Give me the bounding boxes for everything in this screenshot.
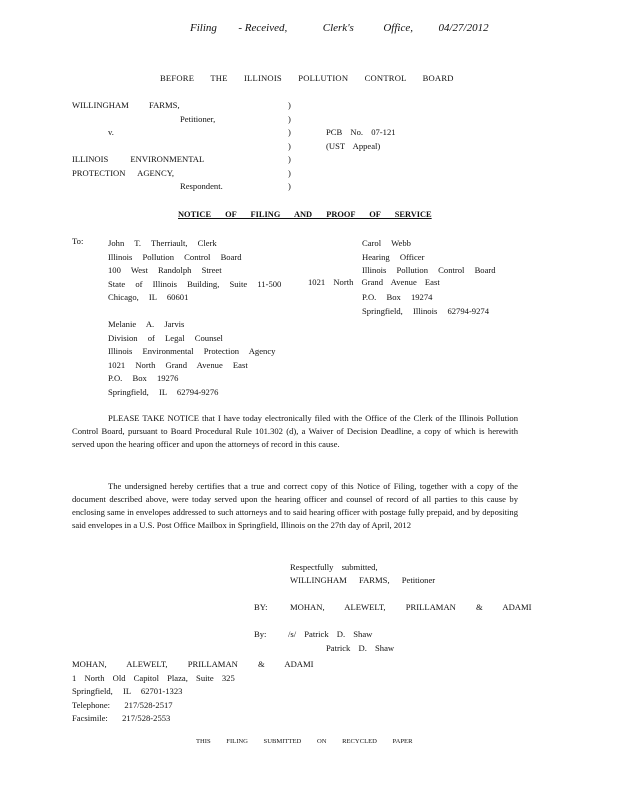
header-clerks: Clerk's xyxy=(322,22,354,34)
notice-paragraph xyxy=(72,412,518,451)
bracket: ) xyxy=(288,181,291,191)
header-filing: Filing xyxy=(190,22,217,34)
clerk-line: Chicago, IL 60601 xyxy=(108,292,189,303)
versus: v. xyxy=(108,127,114,137)
certification-paragraph xyxy=(72,480,518,532)
firm-facsimile xyxy=(72,712,313,726)
hearing-officer-line: Carol Webb xyxy=(362,238,411,248)
firm-block xyxy=(72,658,313,726)
hearing-officer-line: Illinois Pollution Control Board xyxy=(362,265,496,276)
bracket: ) xyxy=(288,100,291,110)
header-date: 04/27/2012 xyxy=(438,22,489,34)
appeal-type: (UST Appeal) xyxy=(326,141,381,151)
notice-title: NOTICE OF FILING AND PROOF OF SERVICE xyxy=(178,210,432,219)
respondent-name-1: ILLINOIS ENVIRONMENTAL xyxy=(72,154,205,164)
clerk-line: 100 West Randolph Street xyxy=(108,265,222,276)
respectfully-submitted: Respectfully submitted, xyxy=(290,562,378,572)
bracket: ) xyxy=(288,114,291,124)
board-title: BEFORE THE ILLINOIS POLLUTION CONTROL BOARD xyxy=(160,73,454,83)
filing-header xyxy=(190,22,489,35)
bracket: ) xyxy=(288,141,291,151)
printed-name: Patrick D. Shaw xyxy=(326,643,395,653)
firm-address-2: Springfield, IL 62701-1323 xyxy=(72,686,183,697)
respondent-name-2: PROTECTION AGENCY, xyxy=(72,168,174,178)
counsel-line: 1021 North Grand Avenue East xyxy=(108,359,248,370)
north-grand-address: 1021 North Grand Avenue East xyxy=(308,277,440,287)
clerk-line: Illinois Pollution Control Board xyxy=(108,251,242,262)
hearing-officer-line: P.O. Box 19274 xyxy=(362,292,433,303)
header-office: Office, xyxy=(383,22,413,34)
pcb-number: PCB No. 07-121 xyxy=(326,127,396,137)
header-received: - Received, xyxy=(238,22,288,34)
firm-telephone xyxy=(72,699,313,713)
counsel-line: P.O. Box 19276 xyxy=(108,373,179,384)
bracket: ) xyxy=(288,127,291,137)
firm-name: MOHAN, ALEWELT, PRILLAMAN & ADAMI xyxy=(72,659,314,669)
counsel-line: Melanie A. Jarvis xyxy=(108,319,185,329)
firm-address-1: 1 North Old Capitol Plaza, Suite 325 xyxy=(72,672,235,683)
facsimile-label: Facsimile: xyxy=(72,713,108,724)
telephone-number: 217/528-2517 xyxy=(124,699,173,710)
counsel-line: Springfield, IL 62794-9276 xyxy=(108,386,219,397)
by-label-2: By: xyxy=(254,629,267,639)
bracket: ) xyxy=(288,154,291,164)
recipient-counsel xyxy=(108,318,275,400)
telephone-label: Telephone: xyxy=(72,699,111,710)
petitioner-role: Petitioner, xyxy=(180,114,216,124)
counsel-line: Illinois Environmental Protection Agency xyxy=(108,346,276,357)
counsel-line: Division of Legal Counsel xyxy=(108,332,223,343)
notice-paragraph-text: PLEASE TAKE NOTICE that I have today electronically filed with the Office of the Clerk of the Illinois Pollution Control Board, pursuant to Board Procedural Rule 101.302 (d), a Waiver of Decision Deadline, a copy of which is herewith served upon the hearing officer and upon the attorneys of record in this cause. xyxy=(72,413,518,449)
to-label: To: xyxy=(72,236,84,246)
facsimile-number: 217/528-2553 xyxy=(122,713,171,724)
electronic-signature: /s/ Patrick D. Shaw xyxy=(288,629,373,639)
petitioner-name: WILLINGHAM FARMS, xyxy=(72,100,180,110)
certification-paragraph-text: The undersigned hereby certifies that a true and correct copy of this Notice of Filing, together with a copy of the document described above, were today served upon the hearing officer and counsel of record of all parties to this cause by enclosing same in envelopes addressed to such attorneys and to said hearing officer with postage fully prepaid, and by depositing said envelopes in a U.S. Post Office Mailbox in Springfield, Illinois on the 27th day of April, 2012 xyxy=(72,481,518,530)
signing-party: WILLINGHAM FARMS, Petitioner xyxy=(290,575,436,585)
clerk-line: State of Illinois Building, Suite 11-500 xyxy=(108,278,282,289)
clerk-line: John T. Therriault, Clerk xyxy=(108,238,217,248)
hearing-officer-line: Springfield, Illinois 62794-9274 xyxy=(362,305,489,316)
hearing-officer-line: Hearing Officer xyxy=(362,251,425,262)
respondent-role: Respondent. xyxy=(180,181,223,191)
footer-recycled-paper: THIS FILING SUBMITTED ON RECYCLED PAPER xyxy=(196,738,413,745)
firm-signature: MOHAN, ALEWELT, PRILLAMAN & ADAMI xyxy=(290,602,532,612)
recipient-clerk xyxy=(108,237,281,305)
bracket: ) xyxy=(288,168,291,178)
by-label-1: BY: xyxy=(254,602,268,612)
recipient-hearing-officer xyxy=(362,237,496,319)
